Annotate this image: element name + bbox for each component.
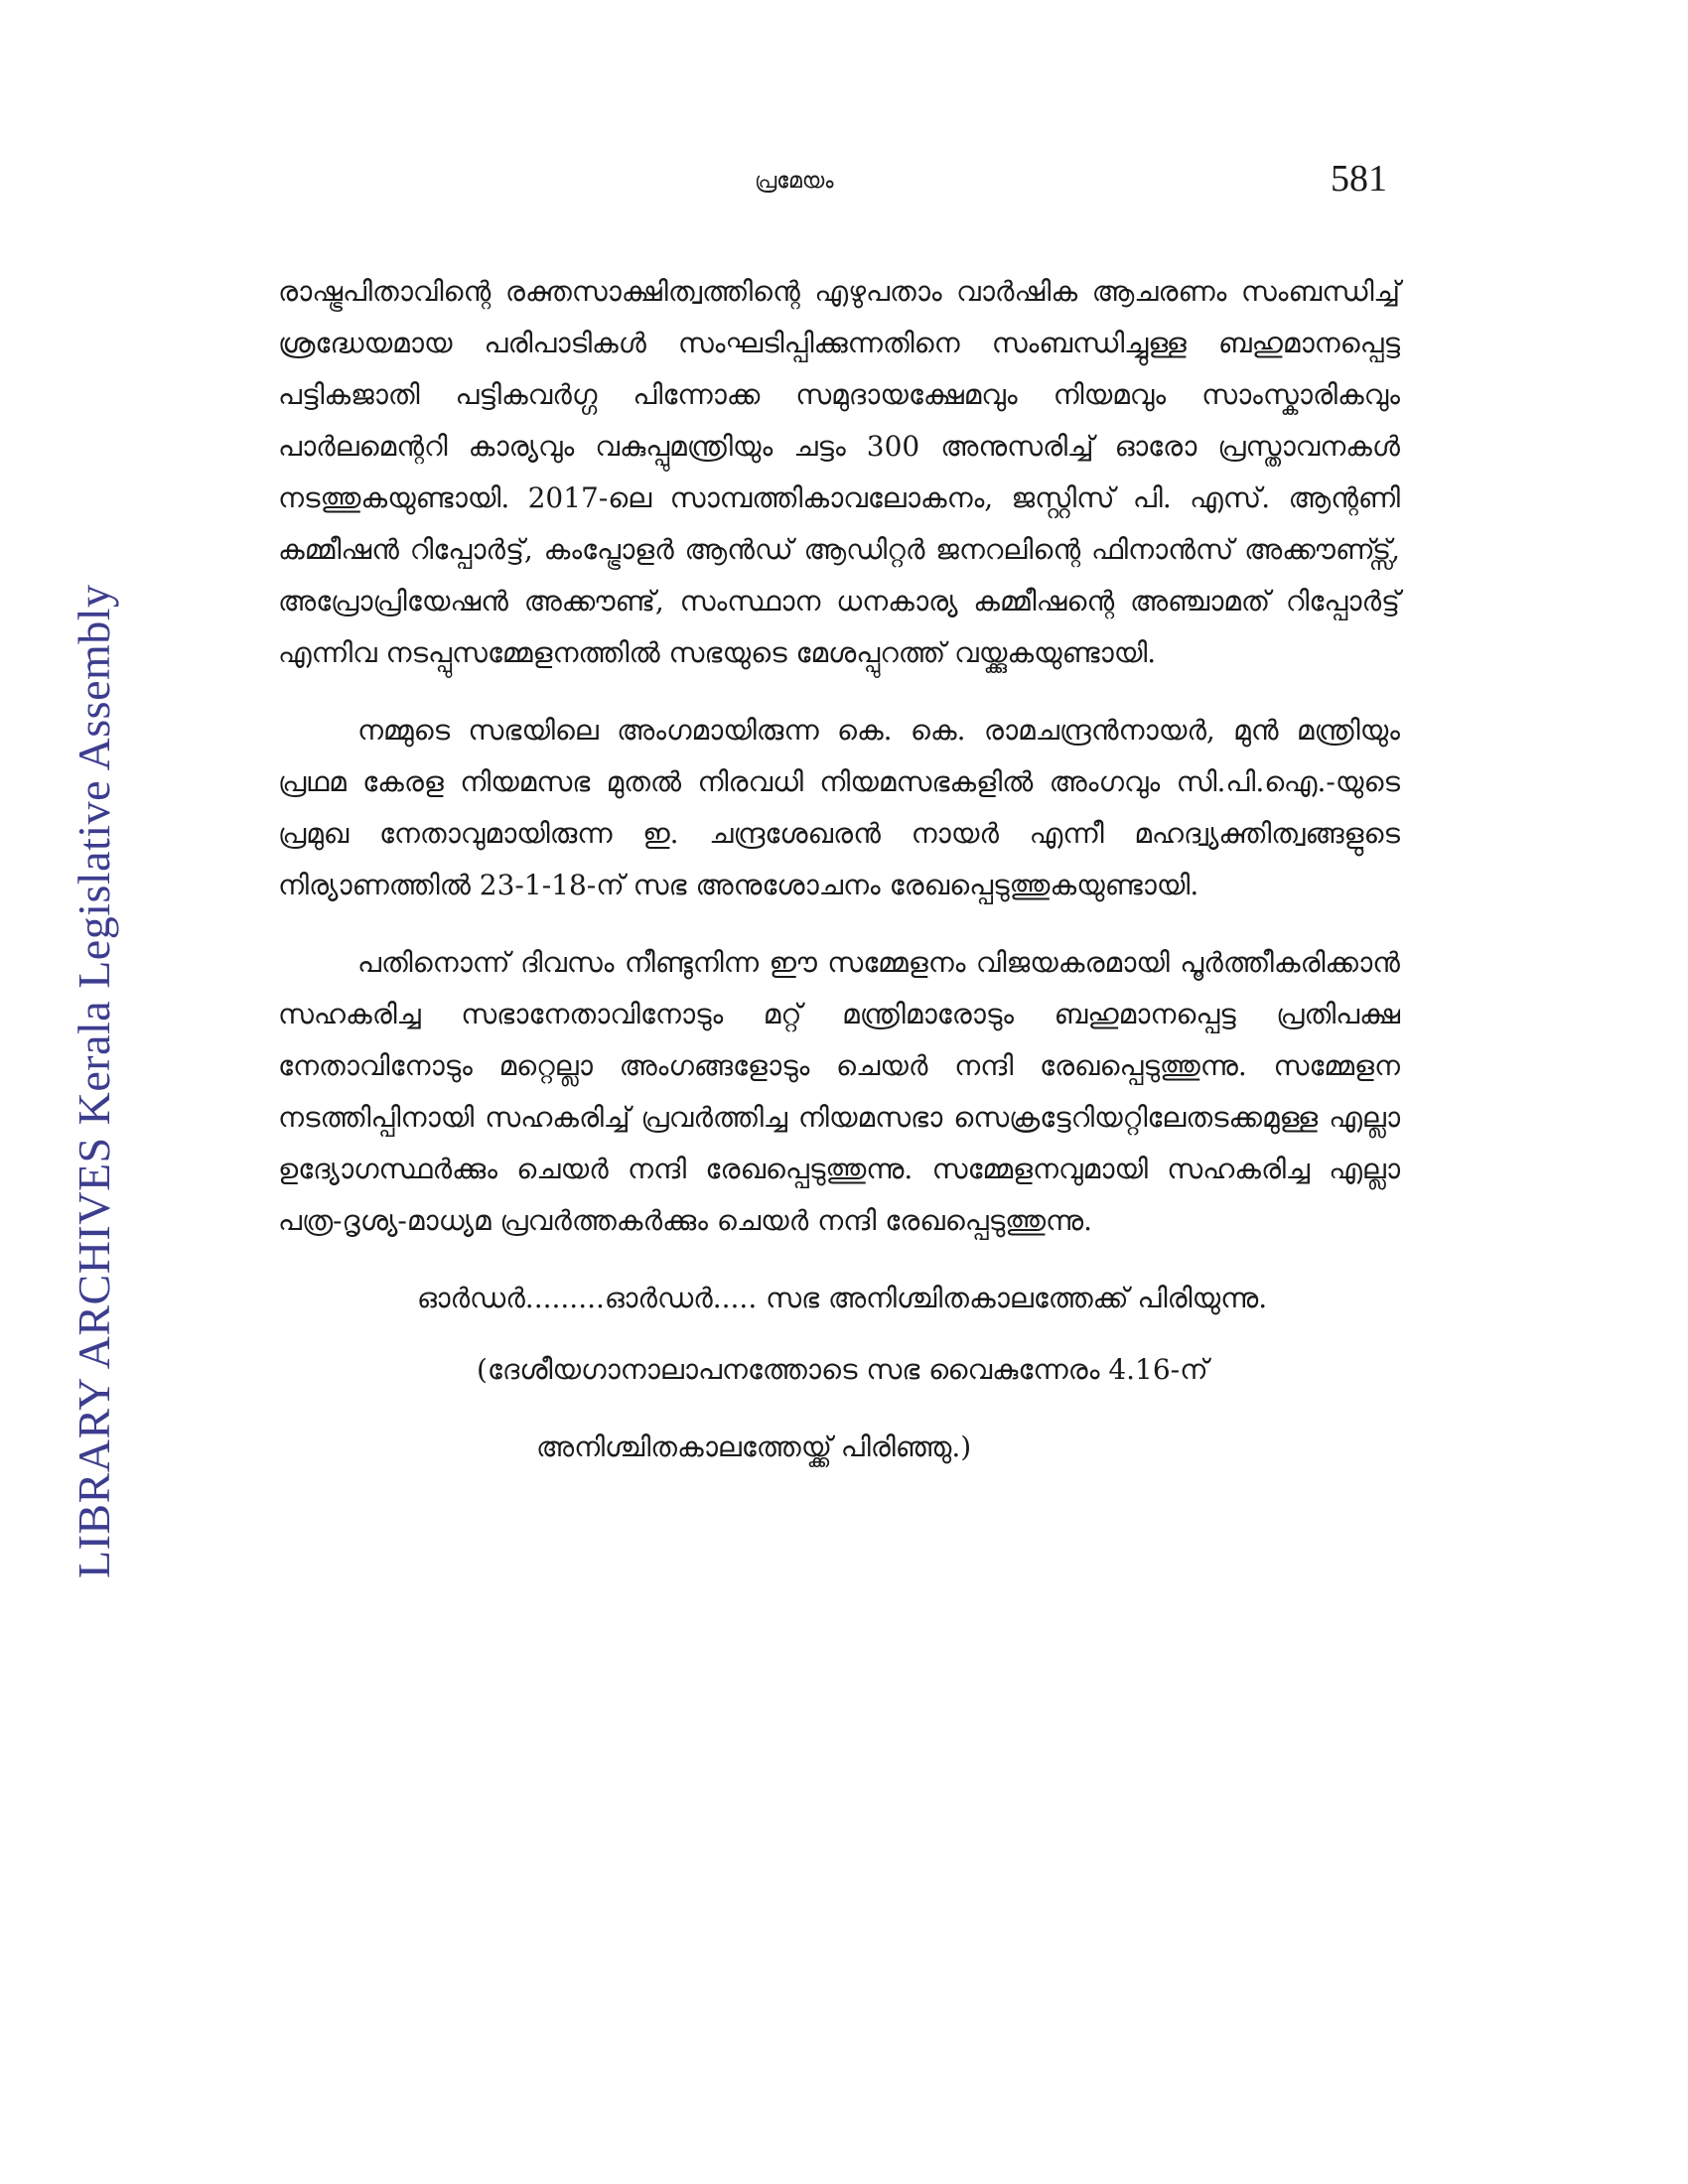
recess-note-line-2: അനിശ്ചിതകാലത്തേയ്ക്ക് പിരിഞ്ഞു.) bbox=[536, 1431, 972, 1463]
recess-note-line-1: (ദേശീയഗാനാലാപനത്തോടെ സഭ വൈകുന്നേരം 4.16-ന് bbox=[477, 1353, 1208, 1386]
order-line: ഓർഡർ.........ഓർഡർ..... സഭ അനിശ്ചിതകാലത്തേക്ക് പിരിയുന്നു. bbox=[417, 1282, 1268, 1314]
page-body bbox=[278, 266, 1400, 1473]
archive-watermark: LIBRARY ARCHIVES Kerala Legislative Assembly bbox=[69, 584, 119, 1578]
paragraph-thanks: പതിനൊന്ന് ദിവസം നീണ്ടുനിന്ന ഈ സമ്മേളനം വിജയകരമായി പൂർത്തീകരിക്കാൻ സഹകരിച്ച സഭാനേതാവിനോടും മറ്റ് മന്ത്രിമാരോടും ബഹുമാനപ്പെട്ട പ്രതിപക്ഷ നേതാവിനോടും മറ്റെല്ലാ അംഗങ്ങളോടും ചെയർ നന്ദി രേഖപ്പെടുത്തുന്നു. സമ്മേളന നടത്തിപ്പിനായി സഹകരിച്ച് പ്രവർത്തിച്ച നിയമസഭാ സെക്രട്ടേറിയറ്റിലേതടക്കമുള്ള എല്ലാ ഉദ്യോഗസ്ഥർക്കും ചെയർ നന്ദി രേഖപ്പെടുത്തുന്നു. സമ്മേളനവുമായി സഹകരിച്ച എല്ലാ പത്ര-ദൃശ്യ-മാധ്യമ പ്രവർത്തകർക്കും ചെയർ നന്ദി രേഖപ്പെടുത്തുന്നു. bbox=[278, 946, 1400, 1237]
page-number: 581 bbox=[1331, 158, 1387, 200]
paragraph-condolence: നമ്മുടെ സഭയിലെ അംഗമായിരുന്ന കെ. കെ. രാമചന്ദ്രൻനായർ, മുൻ മന്ത്രിയും പ്രഥമ കേരള നിയമസഭ മുതൽ നിരവധി നിയമസഭകളിൽ അംഗവും സി.പി.ഐ.-യുടെ പ്രമുഖ നേതാവുമായിരുന്ന ഇ. ചന്ദ്രശേഖരൻ നായർ എന്നീ മഹദ്വ്യക്തിത്വങ്ങളുടെ നിര്യാണത്തിൽ 23-1-18-ന് സഭ അനുശോചനം രേഖപ്പെടുത്തുകയുണ്ടായി. bbox=[278, 714, 1400, 901]
running-title: പ്രമേയം bbox=[755, 169, 834, 194]
paragraph-statements: രാഷ്ട്രപിതാവിന്റെ രക്തസാക്ഷിത്വത്തിന്റെ എഴുപതാം വാർഷിക ആചരണം സംബന്ധിച്ച് ശ്രദ്ധേയമായ പരിപാടികൾ സംഘടിപ്പിക്കുന്നതിനെ സംബന്ധിച്ചുള്ള ബഹുമാനപ്പെട്ട പട്ടികജാതി പട്ടികവർഗ്ഗ പിന്നോക്ക സമുദായക്ഷേമവും നിയമവും സാംസ്കാരികവും പാർലമെന്ററി കാര്യവും വകുപ്പുമന്ത്രിയും ചട്ടം 300 അനുസരിച്ച് ഓരോ പ്രസ്താവനകൾ നടത്തുകയുണ്ടായി. 2017-ലെ സാമ്പത്തികാവലോകനം, ജസ്റ്റിസ് പി. എസ്. ആന്റണി കമ്മീഷൻ റിപ്പോർട്ട്, കംപ്ട്രോളർ ആൻഡ് ആഡിറ്റർ ജനറലിന്റെ ഫിനാൻസ് അക്കൗണ്ട്സ്, അപ്രോപ്രിയേഷൻ അക്കൗണ്ട്, സംസ്ഥാന ധനകാര്യ കമ്മീഷന്റെ അഞ്ചാമത് റിപ്പോർട്ട് എന്നിവ നടപ്പുസമ്മേളനത്തിൽ സഭയുടെ മേശപ്പുറത്ത് വയ്ക്കുകയുണ്ടായി. bbox=[278, 275, 1400, 669]
